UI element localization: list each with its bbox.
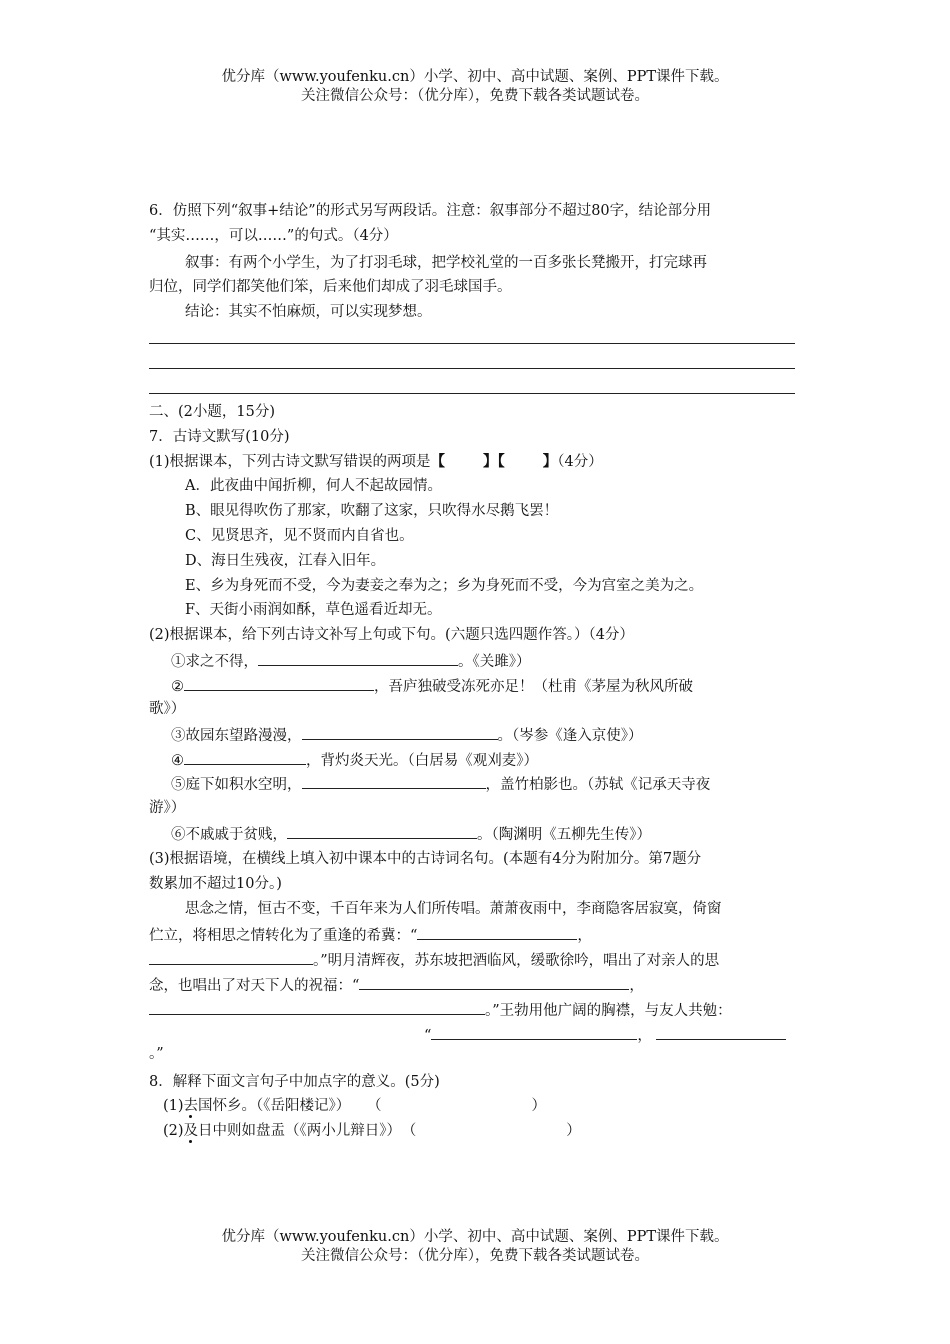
q7-p1-bracket1-open: 【	[430, 453, 446, 470]
q8-item-1-dotted-char: 去	[183, 1098, 199, 1114]
q7-p3-comma-2: ，	[629, 978, 644, 994]
q7-p2-item-5-source: ，盖竹柏影也。（苏轼《记承天寺夜	[485, 777, 711, 793]
q6-stem-line2: “其实……，可以……”的句式。（4分）	[149, 228, 398, 244]
q8-item-1	[163, 1096, 813, 1116]
q7-p3-stem-line1: (3)根据语境，在横线上填入初中课本中的古诗词名句。(本题有4分为附加分。第7题分	[149, 851, 702, 867]
q7-p2-item-1	[171, 650, 821, 672]
q6-answer-line-1[interactable]	[149, 343, 795, 344]
q7-p1-stem	[149, 452, 799, 472]
q7-p2-item-6	[171, 823, 821, 845]
q7-p2-item-2-blank[interactable]	[184, 675, 374, 691]
q8-item-1-paren-close: ）	[531, 1098, 547, 1114]
q8-item-1-num: (1)	[163, 1098, 184, 1114]
q7-p3-stem-line2: 数累加不超过10分。)	[149, 876, 282, 892]
q8-item-2-paren-close: ）	[566, 1123, 581, 1139]
q6-answer-line-2[interactable]	[149, 368, 795, 369]
q7-p3-blank-3[interactable]	[359, 974, 629, 990]
q7-p1-option-f: F、天街小雨润如酥，草色遥看近却无。	[185, 602, 442, 618]
q7-p3-text-line3-text: 。”明月清辉夜，苏东坡把酒临风，缓歌徐吟，唱出了对亲人的思	[313, 953, 720, 969]
q7-p1-bracket2-open: 【	[497, 453, 505, 470]
q7-p2-item-4-text: ，背灼炎天光。（白居易《观刈麦》）	[306, 753, 538, 769]
q7-p3-open-quote: “	[424, 1028, 432, 1044]
q7-p3-text-line7: 。”	[149, 1046, 164, 1062]
q7-p2-item-3-text: ③故园东望路漫漫，	[171, 728, 302, 744]
page-header-line2: 关注微信公众号：（优分库），免费下载各类试题试卷。	[301, 88, 649, 104]
q7-p2-item-2-num: ②	[171, 679, 184, 695]
q7-p2-item-5-text: ⑤庭下如积水空明，	[171, 777, 302, 793]
q7-p2-item-4	[171, 749, 821, 771]
q7-p2-stem: (2)根据课本，给下列古诗文补写上句或下句。(六题只选四题作答。）（4分）	[149, 627, 634, 643]
q7-p3-comma-3: ，	[637, 1028, 652, 1044]
q7-p2-item-2-text: ，吾庐独破受冻死亦足！（杜甫《茅屋为秋风所破	[374, 679, 693, 695]
q7-p2-item-2	[171, 675, 821, 697]
q7-p1-stem-text: (1)根据课本，下列古诗文默写错误的两项是	[149, 454, 431, 470]
q7-p1-option-a: A．此夜曲中闻折柳，何人不起故园情。	[185, 478, 442, 494]
q6-narrative-line1: 叙事：有两个小学生，为了打羽毛球，把学校礼堂的一百多张长凳搬开，打完球再	[185, 255, 707, 271]
q7-p2-item-6-text: ⑥不戚戚于贫贱，	[171, 827, 287, 843]
q6-answer-line-3[interactable]	[149, 393, 795, 394]
q7-p3-text-line5	[149, 999, 799, 1021]
q7-p3-text-line2-text: 伫立，将相思之情转化为了重逢的希冀：“	[149, 928, 418, 944]
q8-item-2-text: 日中则如盘盂（《两小儿辩日》）	[198, 1123, 402, 1139]
q6-conclusion: 结论：其实不怕麻烦，可以实现梦想。	[185, 304, 432, 320]
page-footer-line1: 优分库（www.youfenku.cn）小学、初中、高中试题、案例、PPT课件下载。	[221, 1229, 729, 1245]
q7-p2-item-1-text: ①求之不得，	[171, 654, 258, 670]
q7-p3-text-line2	[149, 924, 799, 946]
q7-p2-item-6-blank[interactable]	[287, 823, 477, 839]
q7-p2-item-6-source: 。（陶渊明《五柳先生传》）	[477, 827, 651, 843]
q7-p2-item-1-source: 。《关雎》）	[458, 654, 531, 670]
q8-item-2-num: (2)	[163, 1123, 184, 1139]
q7-p3-blank-4[interactable]	[149, 999, 485, 1015]
q7-p1-option-c: C、见贤思齐，见不贤而内自省也。	[185, 528, 414, 544]
q7-p2-item-3-source: 。（岑参《逢入京使》）	[497, 728, 643, 744]
q8-item-1-text: 国怀乡。（《岳阳楼记》）	[198, 1098, 351, 1114]
q7-p1-option-d: D、海日生残夜，江春入旧年。	[185, 553, 386, 569]
q8-item-2-paren-open: （	[409, 1123, 417, 1139]
q7-p3-comma-1: ，	[577, 928, 592, 944]
q7-p2-item-5-blank[interactable]	[302, 773, 486, 789]
q7-p3-text-line5-text: 。”王勃用他广阔的胸襟，与友人共勉：	[485, 1003, 732, 1019]
q8-item-2	[163, 1121, 813, 1141]
q7-p1-option-b: B、眼见得吹伤了那家，吹翻了这家，只吹得水尽鹅飞罢！	[185, 503, 559, 519]
q7-p3-blank-5[interactable]	[431, 1024, 637, 1040]
q7-p3-text-line4-text: 念，也唱出了对天下人的祝福：“	[149, 978, 360, 994]
q7-p3-text-line6	[424, 1024, 804, 1046]
q7-p3-text-line1: 思念之情，恒古不变，千百年来为人们所传唱。萧萧夜雨中，李商隐客居寂寞，倚窗	[185, 901, 722, 917]
q7-p3-blank-1[interactable]	[417, 924, 577, 940]
q7-p2-item-4-num: ④	[171, 753, 184, 769]
page-header-line1: 优分库（www.youfenku.cn）小学、初中、高中试题、案例、PPT课件下载。	[221, 69, 729, 85]
q7-p1-option-e: E、乡为身死而不受，今为妻妾之奉为之；乡为身死而不受，今为宫室之美为之。	[185, 578, 704, 594]
q6-stem-line1: 6．仿照下列“叙事+结论”的形式另写两段话。注意：叙事部分不超过80字，结论部分用	[149, 203, 712, 219]
q7-p3-text-line3	[149, 949, 799, 971]
q6-narrative-line2: 归位，同学们都笑他们笨，后来他们却成了羽毛球国手。	[149, 279, 512, 295]
q8-title: 8．解释下面文言句子中加点字的意义。(5分)	[149, 1074, 440, 1090]
section-2-title: 二、(2小题，15分)	[149, 404, 275, 420]
q7-title: 7．古诗文默写(10分)	[149, 429, 290, 445]
q7-p3-text-line4	[149, 974, 799, 996]
q7-p2-item-5	[171, 773, 821, 795]
q7-p2-item-3-blank[interactable]	[302, 724, 498, 740]
q7-p2-item-1-blank[interactable]	[258, 650, 458, 666]
q7-p1-bracket1-close: 】	[483, 453, 498, 470]
q7-p2-item-2-cont: 歌》）	[149, 701, 186, 717]
q7-p3-blank-6[interactable]	[656, 1024, 786, 1040]
q7-p1-bracket2-close: 】	[542, 453, 558, 470]
q7-p3-blank-2[interactable]	[149, 949, 313, 965]
q8-item-1-paren-open: （	[374, 1098, 382, 1114]
q8-item-2-dotted-char: 及	[183, 1123, 199, 1139]
page-footer-line2: 关注微信公众号：（优分库），免费下载各类试题试卷。	[301, 1248, 649, 1264]
q7-p1-score: （4分）	[557, 454, 603, 470]
q7-p2-item-5-cont: 游》）	[149, 800, 186, 816]
q7-p2-item-4-blank[interactable]	[184, 749, 306, 765]
q7-p2-item-3	[171, 724, 821, 746]
